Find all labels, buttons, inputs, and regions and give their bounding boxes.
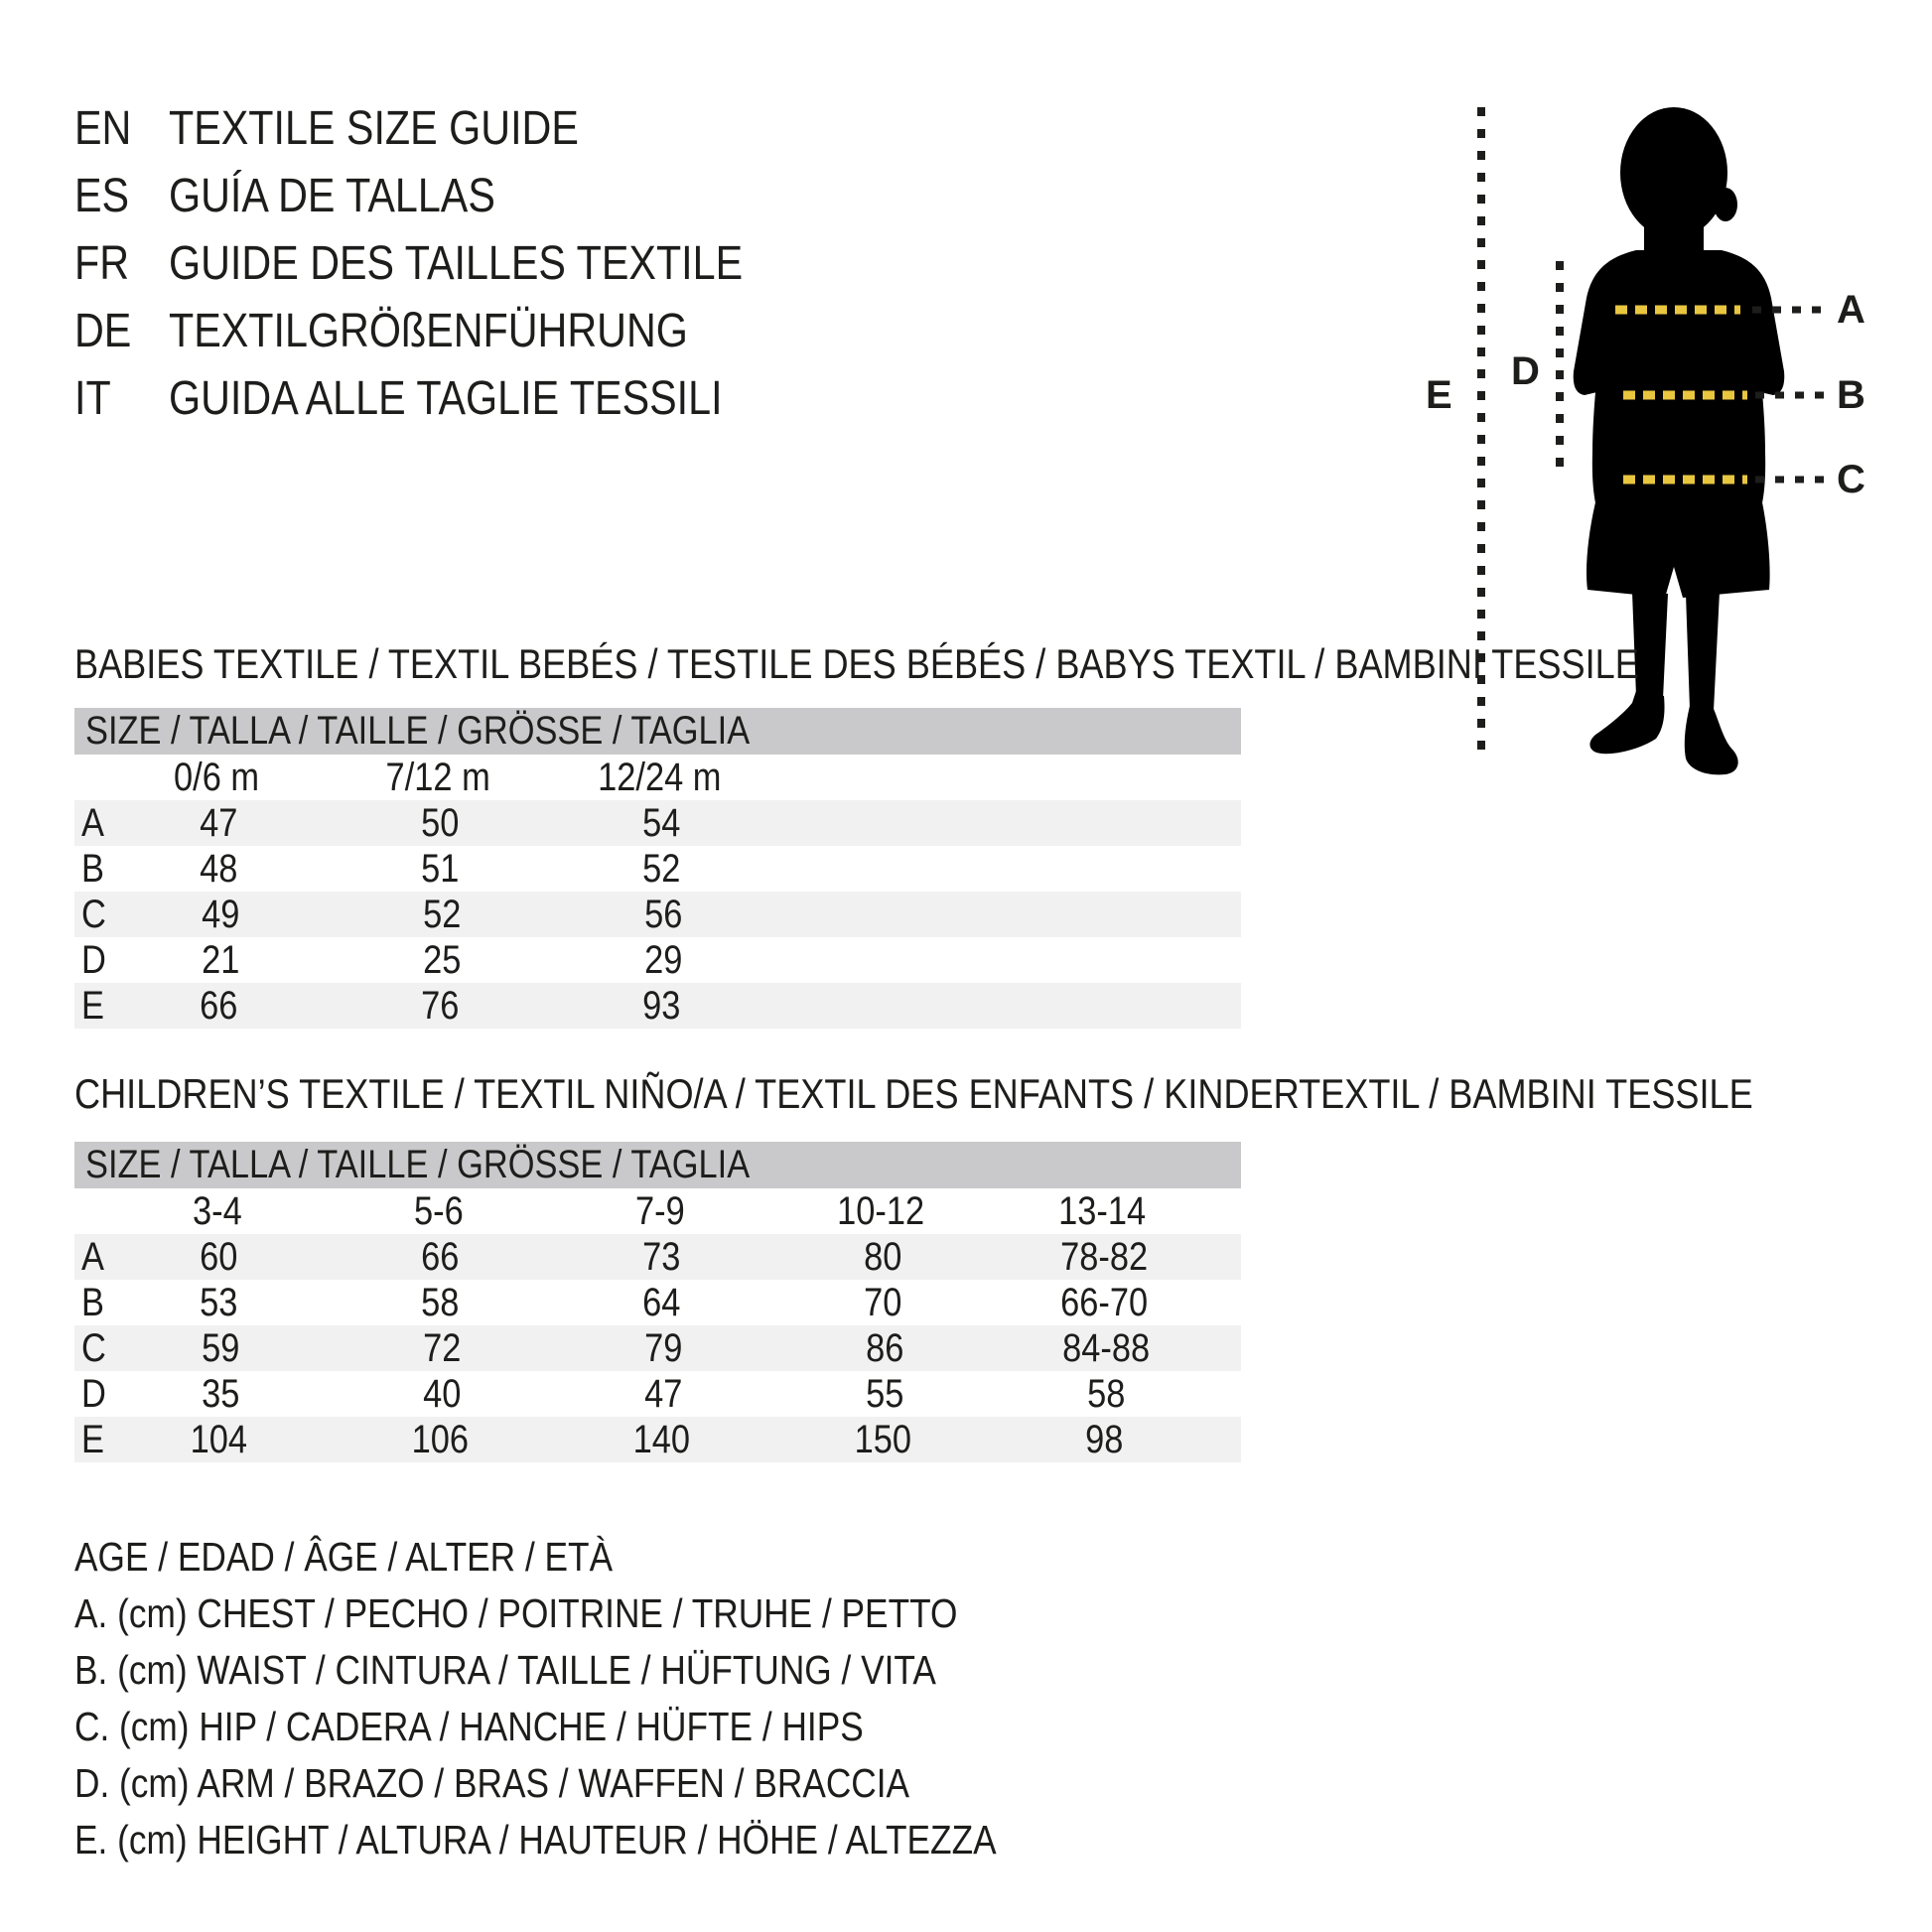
label-b: B xyxy=(1837,373,1865,417)
ear-bump xyxy=(1714,188,1737,221)
column-header: 5-6 xyxy=(413,1189,464,1233)
column-header: 12/24 m xyxy=(598,756,722,799)
legend-line-waist: B. (cm) WAIST / CINTURA / TAILLE / HÜFTUNG / VITA xyxy=(74,1647,936,1693)
size-value: 50 xyxy=(421,801,460,845)
size-value: 79 xyxy=(644,1326,683,1370)
size-value: 80 xyxy=(864,1235,902,1279)
legend-line-arm: D. (cm) ARM / BRAZO / BRAS / WAFFEN / BRACCIA xyxy=(74,1760,910,1806)
row-label: E xyxy=(81,984,104,1028)
corner-cell xyxy=(74,1188,106,1234)
row-label: C xyxy=(81,1326,106,1370)
language-row-de xyxy=(74,298,836,365)
language-title: GUIDE DES TAILLES TEXTILE xyxy=(169,237,744,290)
size-value: 58 xyxy=(1087,1372,1126,1416)
size-value: 48 xyxy=(200,847,238,891)
babies-row-b xyxy=(74,846,1241,892)
language-code: DE xyxy=(74,305,132,357)
language-row-it xyxy=(74,365,836,433)
label-a: A xyxy=(1837,288,1865,332)
label-d: D xyxy=(1511,349,1540,393)
language-code: ES xyxy=(74,170,130,222)
children-row-b xyxy=(74,1280,1241,1325)
size-value: 25 xyxy=(423,938,462,982)
column-header: 0/6 m xyxy=(174,756,260,799)
shorts xyxy=(1587,502,1770,598)
language-row-es xyxy=(74,163,836,230)
size-value: 58 xyxy=(421,1281,460,1324)
row-label: A xyxy=(81,801,104,845)
size-value: 29 xyxy=(644,938,683,982)
column-header: 7-9 xyxy=(634,1189,685,1233)
children-size-header-bar: SIZE / TALLA / TAILLE / GRÖSSE / TAGLIA xyxy=(74,1142,1241,1188)
size-value: 86 xyxy=(866,1326,904,1370)
size-value: 150 xyxy=(854,1418,911,1461)
torso-tshirt xyxy=(1574,250,1785,507)
children-row-c xyxy=(74,1325,1241,1371)
size-value: 140 xyxy=(632,1418,690,1461)
size-value: 78-82 xyxy=(1060,1235,1149,1279)
label-c: C xyxy=(1837,458,1865,501)
children-row-a xyxy=(74,1234,1241,1280)
size-value: 49 xyxy=(202,893,240,936)
babies-column-header-row xyxy=(74,755,1241,800)
size-value: 93 xyxy=(642,984,681,1028)
size-value: 66 xyxy=(421,1235,460,1279)
language-row-fr xyxy=(74,230,836,298)
column-header: 3-4 xyxy=(192,1189,242,1233)
size-value: 66-70 xyxy=(1060,1281,1149,1324)
size-value: 53 xyxy=(200,1281,238,1324)
size-value: 106 xyxy=(411,1418,469,1461)
language-title: TEXTILE SIZE GUIDE xyxy=(169,102,579,155)
children-size-table xyxy=(74,1142,1241,1462)
size-value: 84-88 xyxy=(1062,1326,1151,1370)
size-value: 51 xyxy=(421,847,460,891)
babies-size-table xyxy=(74,708,1241,1029)
children-section-heading: CHILDREN’S TEXTILE / TEXTIL NIÑO/A / TEXTIL DES ENFANTS / KINDERTEXTIL / BAMBINI TESSILE xyxy=(74,1070,1753,1117)
size-value: 104 xyxy=(190,1418,247,1461)
children-column-header-row xyxy=(74,1188,1241,1234)
legend-line-chest: A. (cm) CHEST / PECHO / POITRINE / TRUHE / PETTO xyxy=(74,1590,958,1636)
size-value: 59 xyxy=(202,1326,240,1370)
left-shoe xyxy=(1589,691,1664,754)
size-value: 52 xyxy=(423,893,462,936)
language-code: FR xyxy=(74,237,130,290)
language-title: TEXTILGRÖßENFÜHRUNG xyxy=(169,305,688,357)
babies-row-a xyxy=(74,800,1241,846)
size-value: 76 xyxy=(421,984,460,1028)
size-value: 98 xyxy=(1085,1418,1124,1461)
row-label: D xyxy=(81,1372,106,1416)
row-label: E xyxy=(81,1418,104,1461)
babies-section-heading: BABIES TEXTILE / TEXTIL BEBÉS / TESTILE DES BÉBÉS / BABYS TEXTIL / BAMBINI TESSILE xyxy=(74,640,1639,687)
corner-cell xyxy=(74,755,106,800)
size-value: 60 xyxy=(200,1235,238,1279)
language-row-en xyxy=(74,95,836,163)
size-value: 64 xyxy=(642,1281,681,1324)
language-code: EN xyxy=(74,102,132,155)
label-e: E xyxy=(1426,373,1452,417)
size-value: 73 xyxy=(642,1235,681,1279)
right-shoe xyxy=(1685,706,1738,774)
size-value: 21 xyxy=(202,938,240,982)
row-label: A xyxy=(81,1235,104,1279)
children-row-d xyxy=(74,1371,1241,1417)
babies-row-e xyxy=(74,983,1241,1029)
legend-line-hip: C. (cm) HIP / CADERA / HANCHE / HÜFTE / HIPS xyxy=(74,1704,864,1749)
row-label: B xyxy=(81,847,104,891)
size-value: 47 xyxy=(200,801,238,845)
language-title: GUIDA ALLE TAGLIE TESSILI xyxy=(169,372,723,425)
size-value: 52 xyxy=(642,847,681,891)
language-title: GUÍA DE TALLAS xyxy=(169,170,495,222)
size-value: 55 xyxy=(866,1372,904,1416)
size-value: 35 xyxy=(202,1372,240,1416)
column-header: 13-14 xyxy=(1058,1189,1147,1233)
babies-row-c xyxy=(74,892,1241,937)
size-value: 40 xyxy=(423,1372,462,1416)
size-value: 70 xyxy=(864,1281,902,1324)
size-value: 66 xyxy=(200,984,238,1028)
size-value: 72 xyxy=(423,1326,462,1370)
language-title-block xyxy=(74,95,836,433)
row-label: B xyxy=(81,1281,104,1324)
row-label: C xyxy=(81,893,106,936)
legend-line-age: AGE / EDAD / ÂGE / ALTER / ETÀ xyxy=(74,1534,614,1580)
measurement-legend xyxy=(74,1529,1147,1868)
language-code: IT xyxy=(74,372,111,425)
size-value: 56 xyxy=(644,893,683,936)
babies-size-header-bar: SIZE / TALLA / TAILLE / GRÖSSE / TAGLIA xyxy=(74,708,1241,755)
size-value: 47 xyxy=(644,1372,683,1416)
column-header: 7/12 m xyxy=(385,756,491,799)
legend-line-height: E. (cm) HEIGHT / ALTURA / HAUTEUR / HÖHE / ALTEZZA xyxy=(74,1817,997,1863)
size-value: 54 xyxy=(642,801,681,845)
row-label: D xyxy=(81,938,106,982)
column-header: 10-12 xyxy=(837,1189,925,1233)
babies-row-d xyxy=(74,937,1241,983)
children-row-e xyxy=(74,1417,1241,1462)
